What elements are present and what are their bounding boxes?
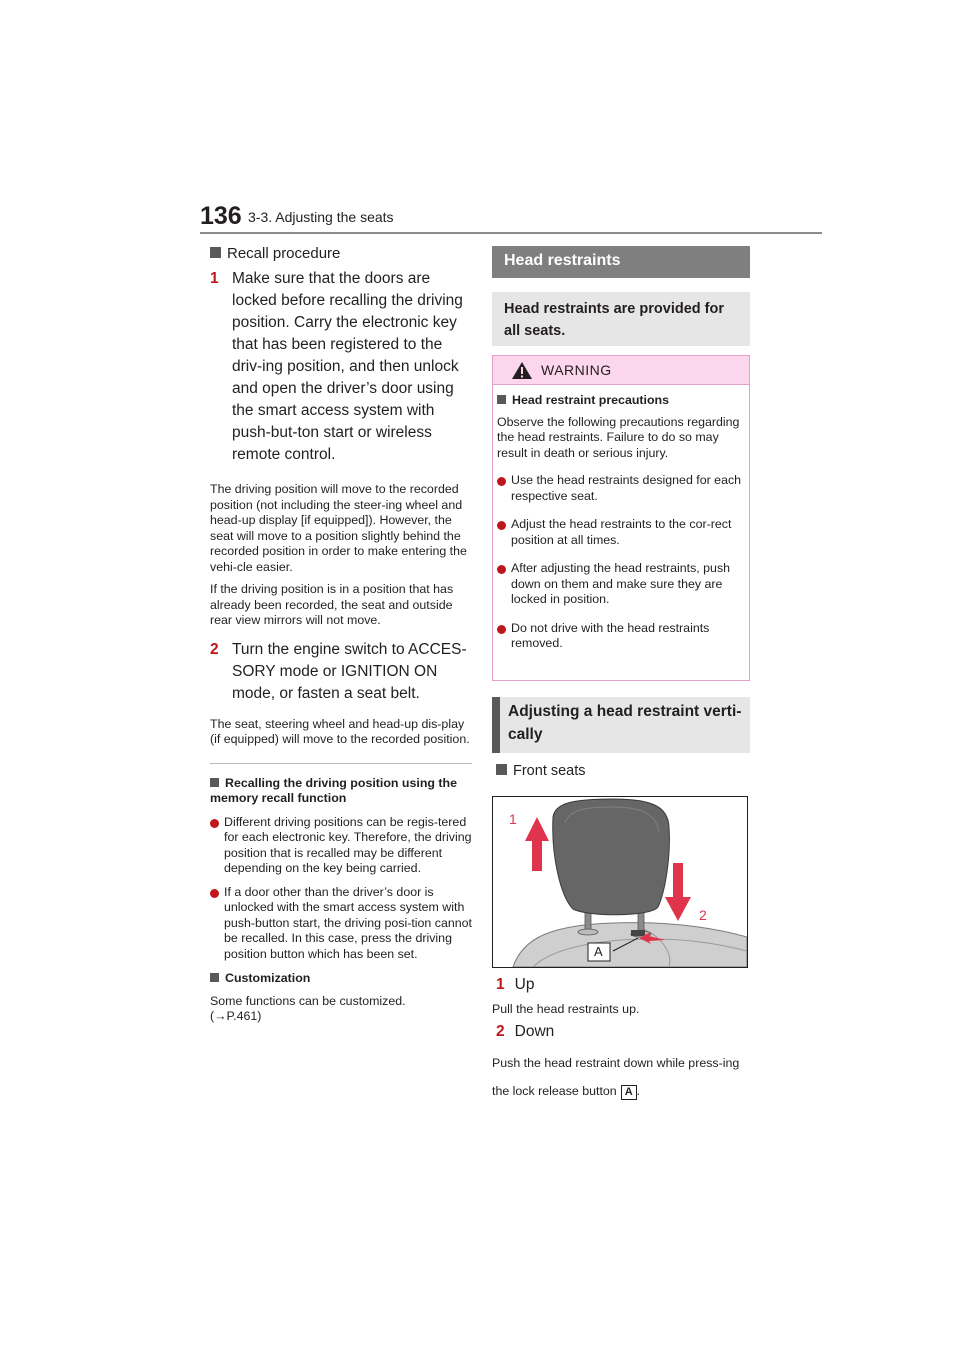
step-text: Turn the engine switch to ACCES-SORY mode or IGNITION ON mode, or fasten a seat belt. bbox=[232, 640, 467, 702]
head-restraint-illustration bbox=[492, 796, 748, 968]
head-restraint-drawing bbox=[493, 797, 747, 967]
square-bullet-icon bbox=[210, 247, 221, 258]
section-title: 3-3. Adjusting the seats bbox=[248, 209, 394, 225]
recall-step-1 bbox=[210, 268, 472, 466]
step-number: 2 bbox=[496, 1023, 505, 1040]
note-paragraph: The driving position will move to the recorded position (not including the steer-ing wheel and head-up display [if equipped]). However, the seat will move to a position slightly behind the recorded position in order to make entering the vehi-cle easier. bbox=[210, 482, 467, 574]
customization-heading: Customization bbox=[210, 971, 472, 987]
step-label: Up bbox=[514, 976, 535, 993]
front-seats-heading: Front seats bbox=[496, 763, 586, 779]
step-number: 1 bbox=[496, 976, 505, 993]
warning-header bbox=[493, 356, 749, 385]
figure-label-a: A bbox=[594, 944, 603, 959]
head-restraints-intro: Head restraints are provided for all seats. bbox=[492, 292, 750, 346]
page-number: 136 bbox=[200, 202, 242, 230]
square-bullet-icon bbox=[497, 395, 506, 404]
step-number: 1 bbox=[210, 270, 219, 287]
list-item: Adjust the head restraints to the cor-rect position at all times. bbox=[497, 517, 745, 548]
step-down-text: Push the head restraint down while press-ing the lock release button A . bbox=[492, 1056, 740, 1098]
warning-intro: Observe the following precautions regarding the head restraints. Failure to do so may result in death or serious injury. bbox=[497, 414, 740, 460]
memory-recall-heading: Recalling the driving position using the memory recall function bbox=[210, 775, 457, 805]
figure-label-1: 1 bbox=[509, 811, 517, 827]
list-item: After adjusting the head restraints, push down on them and make sure they are locked in position. bbox=[497, 561, 745, 608]
bullet-dot-icon bbox=[497, 477, 506, 486]
lock-release-button-ref: A bbox=[621, 1085, 637, 1100]
page-reference-link[interactable]: (→P.461) bbox=[210, 1009, 262, 1023]
step-up-text: Pull the head restraints up. bbox=[492, 1002, 640, 1016]
bullet-dot-icon bbox=[497, 521, 506, 530]
step-label: Down bbox=[514, 1023, 555, 1040]
figure-label-2: 2 bbox=[699, 907, 707, 923]
step-text: Make sure that the doors are locked before recalling the driving position. Carry the electronic key that has been registered to the driv-ing position, and then unlock and open the driver’s door using the smart access system with push-but-ton start or wireless remote control. bbox=[232, 270, 463, 463]
warning-label: WARNING bbox=[541, 362, 612, 378]
list-item: Do not drive with the head restraints removed. bbox=[497, 621, 745, 652]
list-item: If a door other than the driver’s door is unlocked with the smart access system with push-button start, the driving posi-tion cannot be recalled. In this case, press the driving position button which has been set. bbox=[210, 885, 472, 963]
note-paragraph: The seat, steering wheel and head-up dis-play (if equipped) will move to the recorded position. bbox=[210, 716, 470, 746]
left-column bbox=[210, 244, 472, 1025]
customization-text: Some functions can be customized. (→P.461) bbox=[210, 993, 406, 1023]
square-bullet-icon bbox=[210, 778, 219, 787]
step-up bbox=[496, 976, 534, 994]
head-restraints-title: Head restraints bbox=[492, 246, 750, 278]
square-bullet-icon bbox=[496, 764, 507, 775]
warning-box bbox=[492, 355, 750, 681]
warning-body bbox=[493, 385, 749, 652]
list-item: Different driving positions can be regis-tered for each electronic key. Therefore, the driving position that is recalled may be different depending on the key being carried. bbox=[210, 815, 472, 877]
recall-step-2 bbox=[210, 639, 472, 705]
list-item: Use the head restraints designed for each respective seat. bbox=[497, 473, 745, 504]
warning-triangle-icon bbox=[511, 361, 533, 385]
recall-heading: Recall procedure bbox=[210, 244, 472, 264]
bullet-dot-icon bbox=[210, 889, 219, 898]
step-down bbox=[496, 1023, 554, 1041]
header-divider bbox=[200, 232, 822, 234]
step-number: 2 bbox=[210, 640, 219, 658]
bullet-dot-icon bbox=[497, 625, 506, 634]
bullet-dot-icon bbox=[497, 565, 506, 574]
square-bullet-icon bbox=[210, 973, 219, 982]
adjust-vertically-title: Adjusting a head restraint verti-cally bbox=[492, 697, 750, 753]
notes-divider bbox=[210, 763, 472, 764]
note-paragraph: If the driving position is in a position that has already been recorded, the seat and outside rear view mirrors will not move. bbox=[210, 582, 454, 627]
bullet-dot-icon bbox=[210, 819, 219, 828]
warning-heading: Head restraint precautions bbox=[497, 393, 745, 409]
